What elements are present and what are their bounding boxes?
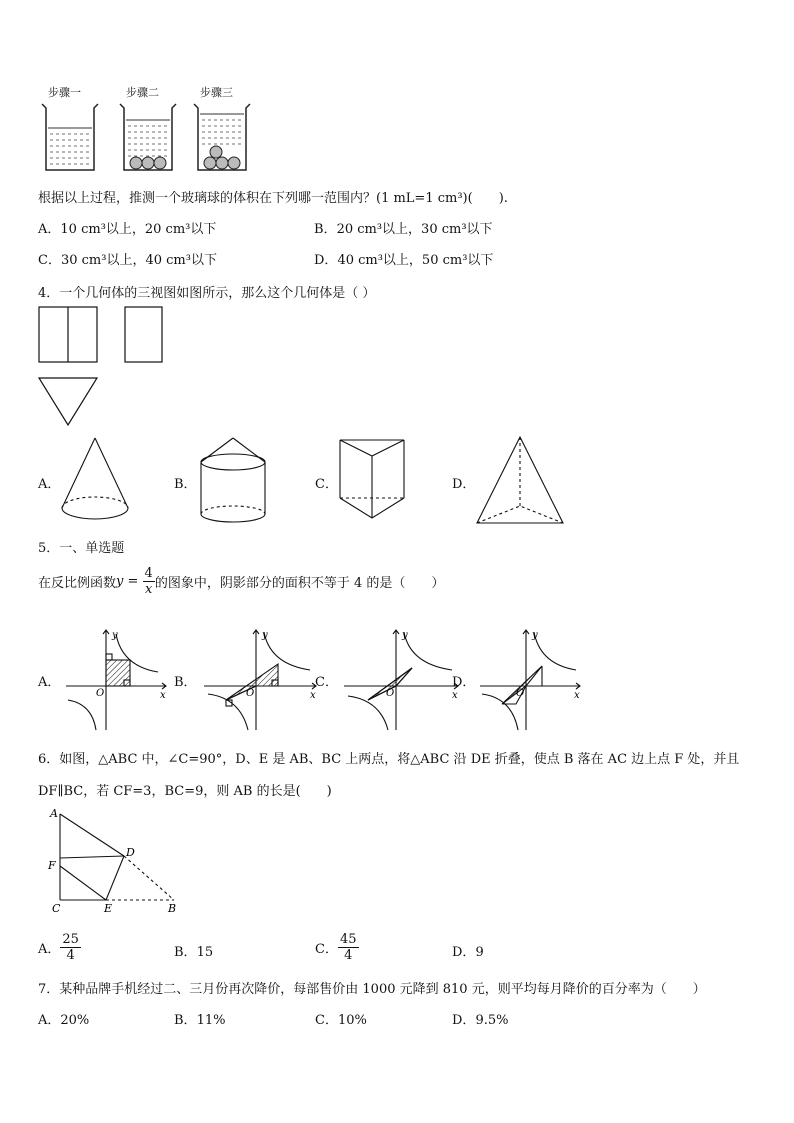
q5-func-eq: =: [123, 574, 143, 589]
q5-graph-d: [476, 624, 584, 734]
q5d-x-label: x: [574, 690, 580, 701]
q4-option-d[interactable]: D．: [452, 477, 476, 492]
q5-option-b[interactable]: B．: [174, 675, 197, 690]
q5d-y-label: y: [532, 630, 538, 641]
q5a-origin-label: O: [96, 688, 105, 699]
beaker-label-2: 步骤二: [126, 86, 159, 99]
q6-label-e: E: [104, 902, 113, 914]
q5c-y-label: y: [402, 630, 408, 641]
q3-option-a[interactable]: [38, 218, 216, 237]
q6-option-c-num: 45: [339, 932, 357, 947]
q3-option-d-letter: D．: [314, 253, 338, 268]
q7-option-a[interactable]: [38, 1009, 89, 1028]
q5-heading: 5．一、单选题: [38, 541, 125, 556]
q4-option-a[interactable]: A．: [38, 477, 61, 492]
q6-option-b-letter: B．: [174, 945, 197, 960]
beakers-drawing: [38, 98, 258, 174]
q5-stem-prefix: 在反比例函数: [38, 576, 117, 591]
q4-option-c[interactable]: C．: [315, 477, 338, 492]
q4-prism-figure: [336, 436, 408, 522]
q7-option-c-text: 10%: [337, 1013, 367, 1028]
q4-pyramid-figure: [474, 434, 566, 526]
q5b-y-label: y: [262, 630, 268, 641]
q5-func-fraction: [143, 566, 155, 597]
q4-stem: 4．一个几何体的三视图如图所示，那么这个几何体是（ ）: [38, 286, 376, 301]
beaker-label-3: 步骤三: [200, 86, 233, 99]
q5a-y-label: y: [112, 630, 118, 641]
q5-func-y: y: [116, 574, 124, 589]
q3-option-d-text: 40 cm³以上，50 cm³以下: [337, 253, 494, 268]
q6-option-c[interactable]: [315, 932, 359, 963]
q7-option-b-letter: B．: [174, 1013, 197, 1028]
q3-option-d[interactable]: [314, 249, 493, 268]
q5-option-c[interactable]: C．: [315, 675, 338, 690]
q5-option-a[interactable]: A．: [38, 675, 61, 690]
q3-option-a-text: 10 cm³以上，20 cm³以下: [60, 222, 217, 237]
q6-option-d[interactable]: [452, 941, 484, 960]
q5-func-num: 4: [144, 566, 153, 581]
q7-option-d-text: 9.5%: [475, 1013, 509, 1028]
q5-graph-a: [62, 624, 170, 734]
q6-option-c-den: 4: [344, 948, 353, 963]
q5c-x-label: x: [452, 690, 458, 701]
beaker-label-1: 步骤一: [48, 86, 81, 99]
beaker-figure: [38, 84, 258, 174]
q5b-origin-label: O: [246, 688, 255, 699]
q7-option-d-letter: D．: [452, 1013, 476, 1028]
q3-option-a-letter: A．: [38, 222, 61, 237]
q4-cylinder-cone-figure: [196, 436, 270, 526]
q5-graph-c: [340, 624, 462, 734]
q6-option-a-fraction: [60, 932, 81, 963]
q6-option-d-letter: D．: [452, 945, 476, 960]
q3-option-b[interactable]: [314, 218, 493, 237]
q6-option-a[interactable]: [38, 932, 81, 963]
q5c-origin-label: O: [386, 688, 395, 699]
q6-triangle-figure: [44, 806, 184, 914]
q5-func-den: x: [145, 582, 153, 597]
q7-option-b-text: 11%: [196, 1013, 226, 1028]
q7-option-a-letter: A．: [38, 1013, 61, 1028]
q7-option-c[interactable]: [315, 1009, 367, 1028]
q7-stem: 7．某种品牌手机经过二、三月份再次降价，每部售价由 1000 元降到 810 元，则平均每月降价的百分率为（ ）: [38, 982, 706, 997]
q6-option-a-letter: A．: [38, 942, 61, 957]
q3-option-b-text: 20 cm³以上，30 cm³以下: [336, 222, 493, 237]
q5-graph-b: [200, 624, 320, 734]
q4-cone-figure: [58, 436, 134, 524]
q6-option-a-num: 25: [62, 932, 79, 947]
q3-option-b-letter: B．: [314, 222, 337, 237]
q6-option-c-fraction: [338, 932, 359, 963]
q3-option-c-letter: C．: [38, 253, 61, 268]
q3-option-c-text: 30 cm³以上，40 cm³以下: [60, 253, 217, 268]
q5-stem-suffix: 的图象中，阴影部分的面积不等于 4 的是（ ）: [154, 576, 445, 591]
q3-option-c[interactable]: [38, 249, 217, 268]
q5a-x-label: x: [160, 690, 166, 701]
q6-stem-line2: DF∥BC，若 CF=3，BC=9，则 AB 的长是( ): [38, 784, 332, 799]
q6-option-b[interactable]: [174, 941, 213, 960]
q6-label-c: C: [52, 902, 61, 914]
q4-three-views: [38, 305, 168, 430]
q5d-origin-label: O: [516, 688, 525, 699]
q7-option-c-letter: C．: [315, 1013, 338, 1028]
q6-label-b: B: [168, 902, 177, 914]
q6-label-d: D: [126, 846, 135, 859]
q3-stem: 根据以上过程，推测一个玻璃球的体积在下列哪一范围内？(1 mL=1 cm³)( ).: [38, 191, 508, 206]
q6-option-c-letter: C．: [315, 942, 338, 957]
q7-option-a-text: 20%: [60, 1013, 90, 1028]
q6-option-a-den: 4: [66, 948, 75, 963]
q6-label-a: A: [50, 807, 58, 820]
q6-label-f: F: [48, 859, 56, 872]
q5-stem: [38, 566, 444, 597]
q7-option-b[interactable]: [174, 1009, 225, 1028]
q6-stem-line1: 6．如图，△ABC 中，∠C=90°，D、E 是 AB、BC 上两点，将△ABC 沿 DE 折叠，使点 B 落在 AC 边上点 F 处，并且: [38, 752, 740, 767]
q5b-x-label: x: [310, 690, 316, 701]
q5-option-d[interactable]: D．: [452, 675, 476, 690]
q4-option-b[interactable]: B．: [174, 477, 197, 492]
q6-option-d-text: 9: [475, 945, 484, 960]
q6-option-b-text: 15: [196, 945, 214, 960]
q7-option-d[interactable]: [452, 1009, 508, 1028]
